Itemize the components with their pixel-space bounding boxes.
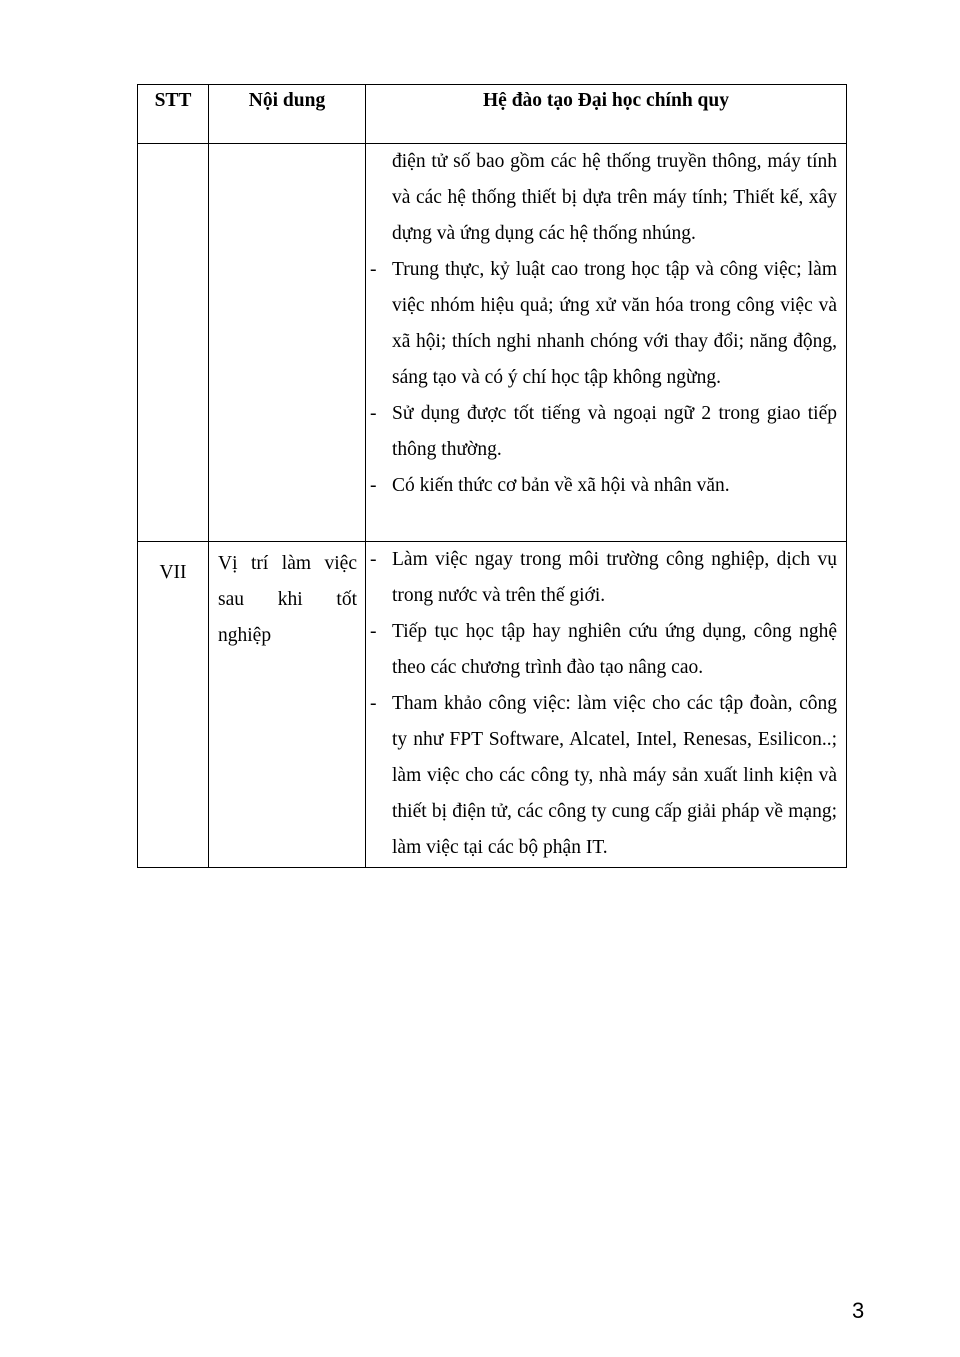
page-number: 3 <box>852 1298 865 1323</box>
table-row <box>138 144 847 542</box>
continuation-paragraph: điện tử số bao gồm các hệ thống truyền thông, máy tính và các hệ thống thiết bị dựa trên máy tính; Thiết kế, xây dựng và ứng dụng các hệ thống nhúng. <box>392 151 837 244</box>
cell-he-dao-tao <box>366 144 847 542</box>
cell-noi-dung <box>209 542 366 868</box>
table-header-row <box>138 85 847 144</box>
table-row <box>138 542 847 868</box>
list-item: - Tham khảo công việc: làm việc cho các tập đoàn, công ty như FPT Software, Alcatel, Intel, Renesas, Esilicon..; làm việc cho các công ty, nhà máy sản xuất linh kiện và thiết bị điện tử, các công ty cung cấp giải pháp về mạng; làm việc tại các bộ phận IT. <box>370 693 837 858</box>
noi-dung-line: nghiệp <box>218 625 272 646</box>
list-item: - Làm việc ngay trong môi trường công nghiệp, dịch vụ trong nước và trên thế giới. <box>370 549 837 606</box>
list-item: - Trung thực, kỷ luật cao trong học tập và công việc; làm việc nhóm hiệu quả; ứng xử văn hóa trong công việc và xã hội; thích nghi nhanh chóng với thay đổi; năng động, sáng tạo và có ý chí học tập không ngừng. <box>370 259 837 388</box>
list-item: - Sử dụng được tốt tiếng và ngoại ngữ 2 trong giao tiếp thông thường. <box>370 403 837 460</box>
header-he-dao-tao: Hệ đào tạo Đại học chính quy <box>366 85 847 144</box>
noi-dung-line: Vị trí làm việc <box>218 553 357 574</box>
cell-stt <box>138 144 209 542</box>
curriculum-table <box>137 84 847 868</box>
header-noi-dung: Nội dung <box>209 85 366 144</box>
list-item: - Tiếp tục học tập hay nghiên cứu ứng dụng, công nghệ theo các chương trình đào tạo nâng cao. <box>370 621 837 678</box>
cell-he-dao-tao <box>366 542 847 868</box>
header-stt: STT <box>138 85 209 144</box>
noi-dung-line: sau khi tốt <box>218 589 357 610</box>
cell-noi-dung <box>209 144 366 542</box>
list-item: - Có kiến thức cơ bản về xã hội và nhân văn. <box>370 475 730 496</box>
cell-stt: VII <box>138 542 209 868</box>
